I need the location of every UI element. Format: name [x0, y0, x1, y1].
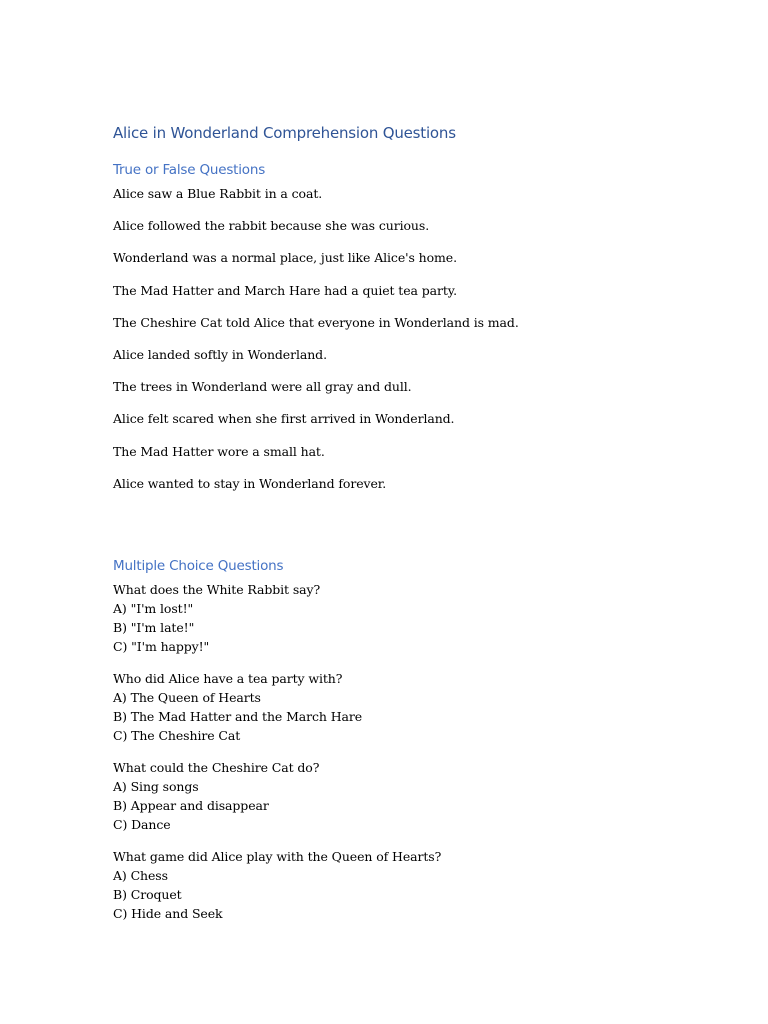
answer-option: A) The Queen of Hearts [113, 689, 261, 705]
true-false-statement: Wonderland was a normal place, just like Alice's home. [113, 250, 457, 266]
answer-option: B) Croquet [113, 886, 182, 902]
answer-option: C) Dance [113, 817, 171, 833]
true-false-statement: Alice landed softly in Wonderland. [113, 346, 327, 362]
true-false-statement: Alice wanted to stay in Wonderland forever. [113, 475, 387, 491]
document-title: Alice in Wonderland Comprehension Questions [113, 124, 456, 142]
answer-option: C) The Cheshire Cat [113, 728, 241, 744]
multiple-choice-question [113, 581, 441, 657]
true-false-statement: Alice felt scared when she first arrived in Wonderland. [113, 411, 455, 427]
multiple-choice-question [113, 759, 441, 835]
answer-option: B) "I'm late!" [113, 620, 195, 636]
true-false-statement: The Mad Hatter wore a small hat. [113, 443, 325, 459]
question-text: What does the White Rabbit say? [113, 582, 321, 597]
answer-option: A) "I'm lost!" [113, 601, 194, 617]
multiple-choice-list [113, 581, 441, 937]
answer-option: C) "I'm happy!" [113, 639, 210, 655]
question-text: Who did Alice have a tea party with? [113, 670, 343, 686]
true-false-statement: Alice saw a Blue Rabbit in a coat. [113, 186, 323, 201]
true-false-statement: The trees in Wonderland were all gray and dull. [113, 379, 412, 395]
true-false-heading: True or False Questions [113, 162, 266, 178]
question-text: What game did Alice play with the Queen of Hearts? [113, 848, 442, 864]
answer-option: A) Sing songs [113, 778, 199, 794]
multiple-choice-question [113, 848, 441, 924]
true-false-statement: The Mad Hatter and March Hare had a quiet tea party. [113, 282, 457, 298]
answer-option: A) Chess [113, 867, 168, 883]
answer-option: B) Appear and disappear [113, 797, 269, 813]
answer-option: C) Hide and Seek [113, 905, 223, 921]
true-false-statement: Alice followed the rabbit because she was curious. [113, 218, 430, 234]
true-false-list [113, 185, 519, 507]
question-text: What could the Cheshire Cat do? [113, 759, 320, 775]
multiple-choice-heading: Multiple Choice Questions [113, 558, 284, 574]
answer-option: B) The Mad Hatter and the March Hare [113, 709, 363, 725]
true-false-statement: The Cheshire Cat told Alice that everyone in Wonderland is mad. [113, 314, 519, 330]
multiple-choice-question [113, 670, 441, 746]
